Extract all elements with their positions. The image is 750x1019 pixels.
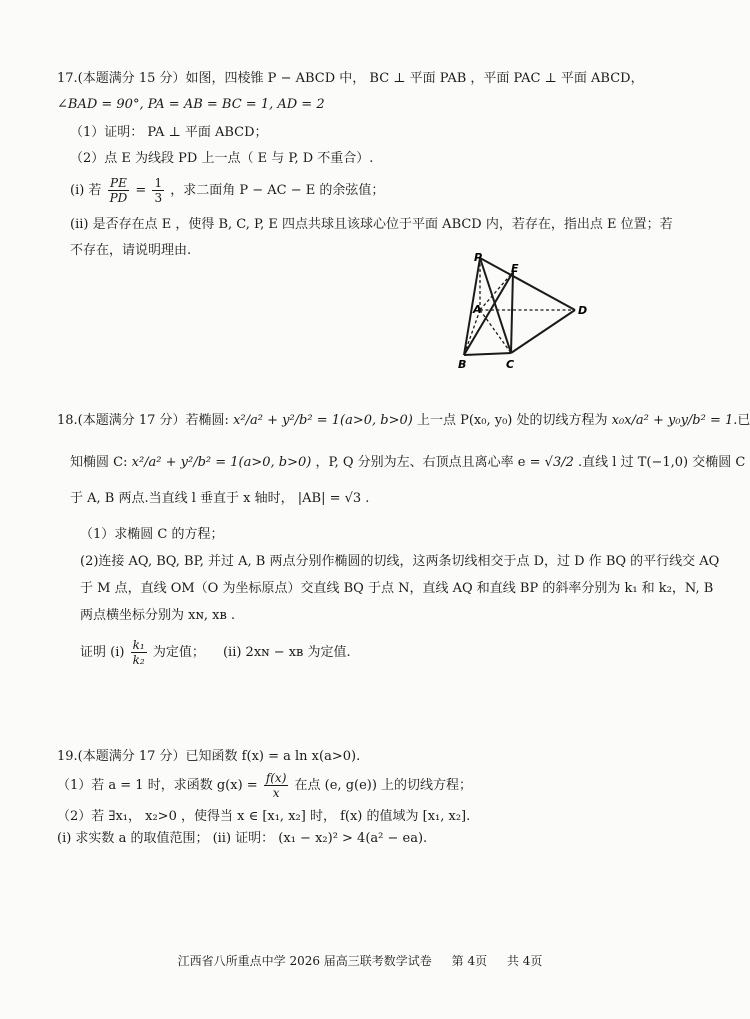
q18-line2-prefix: 知椭圆 C: bbox=[70, 455, 128, 470]
q17-sub-i-value bbox=[152, 176, 164, 205]
q19-header: 19.(本题满分 17 分）已知函数 f(x) = a ln x(a>0). bbox=[57, 749, 361, 764]
q18-line1-ellipse: x²/a² + y²/b² = 1(a>0, b>0) bbox=[233, 413, 413, 428]
q17-part1: （1）证明： PA ⊥ 平面 ABCD； bbox=[70, 125, 268, 140]
q18-line1 bbox=[57, 412, 750, 430]
q18-line2-e: √3/2 bbox=[544, 455, 574, 470]
edge-bc bbox=[464, 353, 511, 355]
q18-proof-ii: (ii) 2xɴ − xʙ 为定值. bbox=[222, 645, 351, 660]
q19-part1 bbox=[57, 766, 472, 806]
q18-proof-fraction bbox=[131, 638, 147, 667]
q18-line2 bbox=[70, 454, 745, 472]
q19-part1-fraction bbox=[264, 771, 289, 800]
q17-given: ∠BAD = 90°, PA = AB = BC = 1, AD = 2 bbox=[57, 97, 325, 112]
q17-sub-i-eq: = bbox=[135, 183, 147, 198]
footer-page-number: 第 4页 bbox=[451, 954, 488, 968]
footer-total-pages: 共 4页 bbox=[506, 954, 543, 968]
pyramid-figure bbox=[450, 250, 600, 375]
q17-sub-i bbox=[70, 171, 384, 211]
q19-part2: （2）若 ∃x₁， x₂>0 ，使得当 x ∈ [x₁, x₂] 时， f(x) 的值域为 [x₁, x₂]. bbox=[57, 809, 471, 824]
q18-line2-ellipse: x²/a² + y²/b² = 1(a>0, b>0) bbox=[131, 455, 312, 470]
q18-proof-prefix: 证明 (i) bbox=[80, 645, 125, 660]
q18-part2-line1: (2)连接 AQ, BQ, BP, 并过 A, B 两点分别作椭圆的切线，这两条切线相交于点 D，过 D 作 BQ 的平行线交 AQ bbox=[80, 554, 720, 569]
label-a: A bbox=[473, 303, 482, 316]
q18-part2-line2: 于 M 点，直线 OM（O 为坐标原点）交直线 BQ 于点 N，直线 AQ 和直线 BP 的斜率分别为 k₁ 和 k₂，N, B bbox=[80, 581, 714, 596]
q18-line1-tangent: x₀x/a² + y₀y/b² = 1 bbox=[611, 413, 734, 428]
q17-sub-i-fraction bbox=[108, 176, 130, 205]
q17-sub-i-frac-num: PE bbox=[108, 176, 130, 191]
q17-sub-i-value-den: 3 bbox=[154, 191, 163, 205]
q18-line1-mid: 上一点 P(x₀, y₀) 处的切线方程为 bbox=[416, 413, 608, 428]
q19-part1-frac-den: x bbox=[272, 786, 280, 800]
edge-ec bbox=[511, 272, 513, 353]
edge-ac bbox=[480, 310, 511, 353]
label-d: D bbox=[578, 304, 588, 317]
q17-part2: （2）点 E 为线段 PD 上一点（ E 与 P, D 不重合）. bbox=[70, 151, 374, 166]
q18-line3: 于 A, B 两点.当直线 l 垂直于 x 轴时， |AB| = √3 . bbox=[70, 491, 370, 506]
q18-line1-end: .已 bbox=[733, 413, 750, 428]
edge-cd bbox=[511, 310, 575, 353]
q17-sub-ii-line1: (ii) 是否存在点 E ，使得 B, C, P, E 四点共球且该球心位于平面 ABCD 内，若存在，指出点 E 位置；若 bbox=[70, 217, 673, 232]
q19-sub: (i) 求实数 a 的取值范围； (ii) 证明： (x₁ − x₂)² > 4(a² − ea). bbox=[57, 831, 428, 846]
q17-sub-i-prefix: (i) 若 bbox=[70, 183, 102, 198]
q18-line2-end: .直线 l 过 T(−1,0) 交椭圆 C bbox=[578, 455, 746, 470]
label-b: B bbox=[458, 358, 467, 371]
q17-sub-i-suffix: ，求二面角 P − AC − E 的余弦值； bbox=[170, 183, 385, 198]
q17-header: 17.(本题满分 15 分）如图，四棱锥 P − ABCD 中， BC ⊥ 平面 PAB ，平面 PAC ⊥ 平面 ABCD， bbox=[57, 71, 644, 86]
q18-proof bbox=[80, 633, 351, 673]
q18-part1: （1）求椭圆 C 的方程； bbox=[80, 527, 224, 542]
label-e: E bbox=[511, 262, 519, 275]
edge-ae bbox=[480, 272, 513, 310]
q18-line1-prefix: 18.(本题满分 17 分）若椭圆: bbox=[57, 413, 229, 428]
q19-part1-prefix: （1）若 a = 1 时，求函数 g(x) = bbox=[57, 778, 258, 793]
label-c: C bbox=[506, 358, 515, 371]
q17-sub-ii-line2: 不存在，请说明理由. bbox=[70, 243, 192, 258]
q18-proof-frac-den: k₂ bbox=[132, 653, 145, 667]
q18-part2-line3: 两点横坐标分别为 xɴ, xʙ . bbox=[80, 608, 236, 623]
page-footer bbox=[0, 952, 720, 969]
footer-exam-title: 江西省八所重点中学 2026 届高三联考数学试卷 bbox=[177, 954, 432, 968]
label-p: P bbox=[474, 251, 483, 264]
q17-sub-i-value-num: 1 bbox=[154, 176, 163, 190]
q17-sub-i-frac-den: PD bbox=[109, 191, 128, 205]
q18-proof-i-suffix: 为定值； bbox=[152, 645, 205, 660]
q18-proof-frac-num: k₁ bbox=[132, 638, 145, 652]
q19-part1-frac-num: f(x) bbox=[265, 771, 287, 785]
q19-part1-suffix: 在点 (e, g(e)) 上的切线方程； bbox=[294, 778, 473, 793]
q18-line2-mid: ，P, Q 分别为左、右顶点且离心率 e = bbox=[315, 455, 541, 470]
